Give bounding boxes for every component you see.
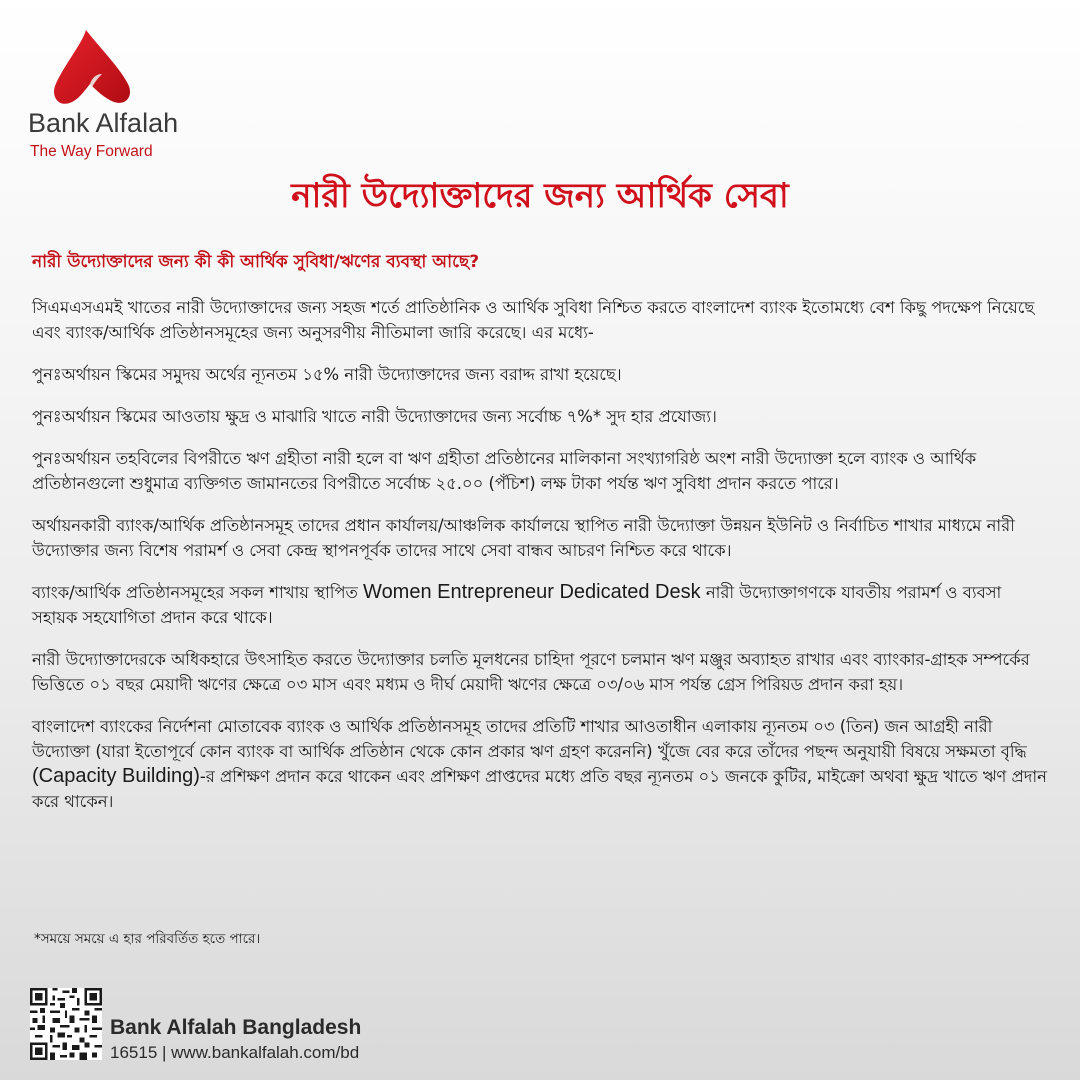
paragraph: নারী উদ্যোক্তাদেরকে অধিকহারে উৎসাহিত করতে উদ্যোক্তার চলতি মূলধনের চাহিদা পূরণে চলমান ঋণ মঞ্জুর অব্যাহত রাখার এবং ব্যাংকার-গ্রাহক সম্পর্কের ভিত্তিতে ০১ বছর মেয়াদী ঋণের ক্ষেত্রে ০৩ মাস এবং মধ্যম ও দীর্ঘ মেয়াদী ঋণের ক্ষেত্রে ০৩/০৬ মাস পর্যন্ত গ্রেস পিরিয়ড প্রদান করা হয়। bbox=[32, 650, 1030, 694]
footnote: *সময়ে সময়ে এ হার পরিবর্তিত হতে পারে। bbox=[34, 931, 261, 947]
paragraph-text: ব্যাংক/আর্থিক প্রতিষ্ঠানসমূহের সকল শাখায় স্থাপিত bbox=[32, 583, 358, 602]
paragraph bbox=[32, 580, 1048, 630]
question-heading: নারী উদ্যোক্তাদের জন্য কী কী আর্থিক সুবিধা/ঋণের ব্যবস্থা আছে? bbox=[32, 252, 480, 272]
footer-bank-name: Bank Alfalah Bangladesh bbox=[110, 1016, 362, 1039]
qr-code-icon[interactable] bbox=[30, 988, 102, 1060]
paragraph: পুনঃঅর্থায়ন স্কিমের সমুদয় অর্থের ন্যূনতম ১৫% নারী উদ্যোক্তাদের জন্য বরাদ্দ রাখা হয়েছে। bbox=[32, 365, 622, 384]
paragraph-text: নারী উদ্যোক্তাগণকে যাবতীয় পরামর্শ ও ব্যবসা সহায়ক সহযোগিতা প্রদান করে থাকে। bbox=[32, 583, 1002, 627]
brand-tagline: The Way Forward bbox=[30, 143, 153, 160]
paragraph: সিএমএসএমই খাতের নারী উদ্যোক্তাদের জন্য সহজ শর্তে প্রাতিষ্ঠানিক ও আর্থিক সুবিধা নিশ্চিত করতে বাংলাদেশ ব্যাংক ইতোমধ্যে বেশ কিছু পদক্ষেপ নিয়েছে এবং ব্যাংক/আর্থিক প্রতিষ্ঠানসমূহের জন্য অনুসরণীয় নীতিমালা জারি করেছে। এর মধ্যে- bbox=[32, 298, 1035, 342]
content-body bbox=[32, 250, 1048, 831]
red-heart-flame-icon bbox=[52, 28, 132, 110]
paragraph: পুনঃঅর্থায়ন তহবিলের বিপরীতে ঋণ গ্রহীতা নারী হলে বা ঋণ গ্রহীতা প্রতিষ্ঠানের মালিকানা সংখ্যাগরিষ্ঠ অংশ নারী উদ্যোক্তা হলে ব্যাংক ও আর্থিক প্রতিষ্ঠানগুলো শুধুমাত্র ব্যক্তিগত জামানতের বিপরীতে সর্বোচ্চ ২৫.০০ (পঁচিশ) লক্ষ টাকা পর্যন্ত ঋণ সুবিধা প্রদান করতে পারে। bbox=[32, 449, 977, 493]
paragraph-text: -র প্রশিক্ষণ প্রদান করে থাকেন এবং প্রশিক্ষণ প্রাপ্তদের মধ্যে প্রতি বছর ন্যূনতম ০১ জনকে কুটির, মাইক্রো অথবা ক্ষুদ্র খাতে ঋণ প্রদান করে থাকেন। bbox=[32, 767, 1047, 811]
capacity-building-label: (Capacity Building) bbox=[32, 765, 200, 787]
paragraph bbox=[32, 714, 1048, 814]
footer-contact: 16515 | www.bankalfalah.com/bd bbox=[110, 1043, 360, 1062]
brand-logo bbox=[28, 28, 218, 168]
brand-name: Bank Alfalah bbox=[28, 108, 179, 138]
paragraph-text: বাংলাদেশ ব্যাংকের নির্দেশনা মোতাবেক ব্যাংক ও আর্থিক প্রতিষ্ঠানসমূহ তাদের প্রতিটি শাখার আওতাধীন এলাকায় ন্যূনতম ০৩ (তিন) জন আগ্রহী নারী উদ্যোক্তা (যারা ইতোপূর্বে কোন ব্যাংক বা আর্থিক প্রতিষ্ঠান থেকে কোন প্রকার ঋণ গ্রহণ করেননি) খুঁজে বের করে তাঁদের পছন্দ অনুযায়ী বিষয়ে সক্ষমতা বৃদ্ধি bbox=[32, 717, 1027, 761]
paragraph: অর্থায়নকারী ব্যাংক/আর্থিক প্রতিষ্ঠানসমূহ তাদের প্রধান কার্যালয়/আঞ্চলিক কার্যালয়ে স্থাপিত নারী উদ্যোক্তা উন্নয়ন ইউনিট ও নির্বাচিত শাখার মাধ্যমে নারী উদ্যোক্তার জন্য বিশেষ পরামর্শ ও সেবা কেন্দ্র স্থাপনপূর্বক তাদের সাথে সেবা বান্ধব আচরণ নিশ্চিত করে থাকে। bbox=[32, 516, 1015, 560]
women-desk-label: Women Entrepreneur Dedicated Desk bbox=[363, 581, 701, 603]
paragraph: পুনঃঅর্থায়ন স্কিমের আওতায় ক্ষুদ্র ও মাঝারি খাতে নারী উদ্যোক্তাদের জন্য সর্বোচ্চ ৭%* সুদ হার প্রযোজ্য। bbox=[32, 407, 717, 426]
page-title: নারী উদ্যোক্তাদের জন্য আর্থিক সেবা bbox=[291, 176, 789, 216]
